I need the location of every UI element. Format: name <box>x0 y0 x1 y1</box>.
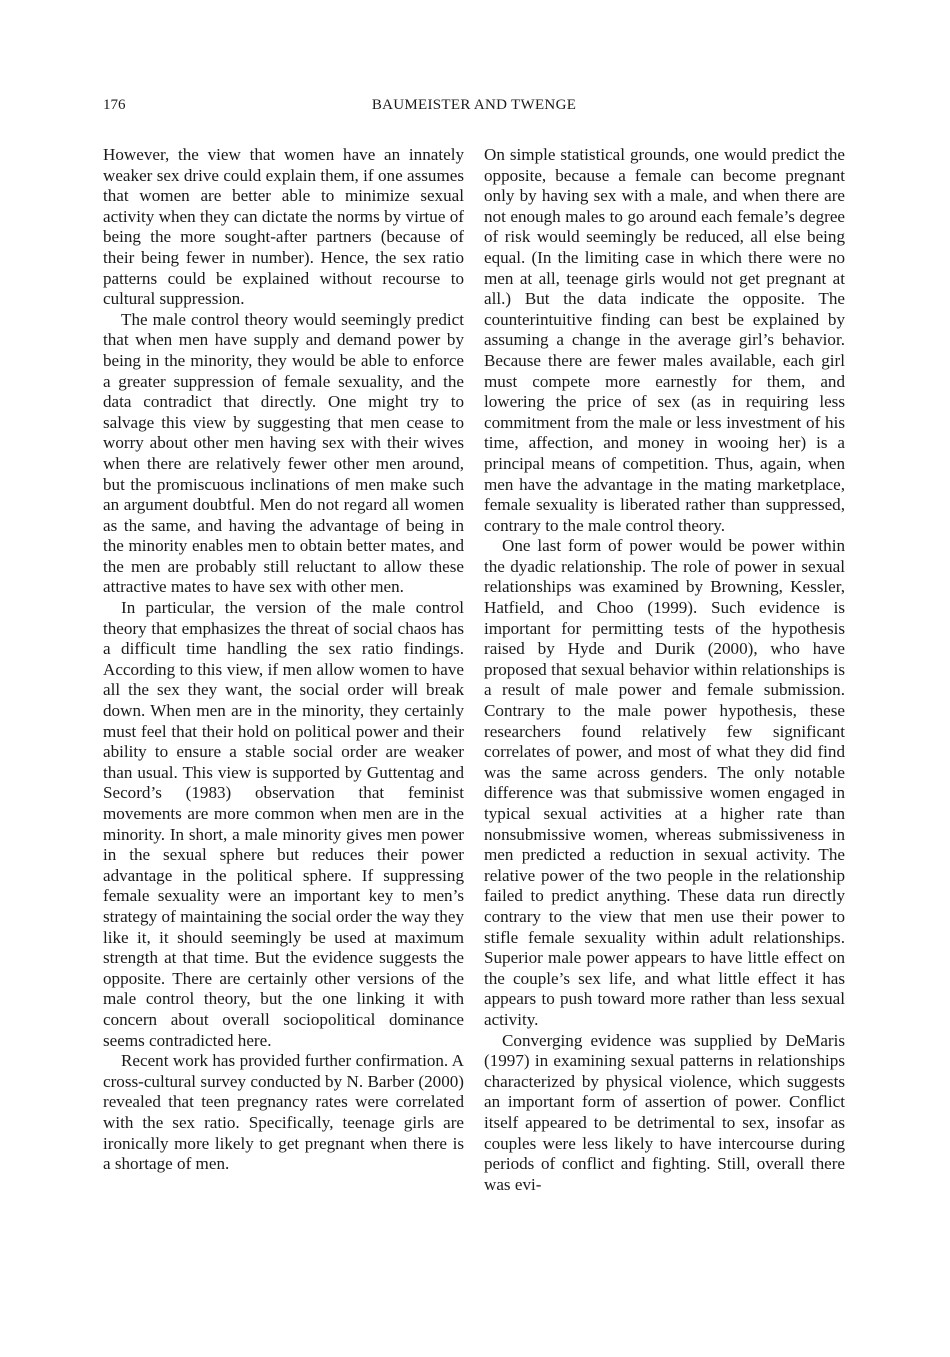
right-column <box>484 145 845 1195</box>
paragraph: However, the view that women have an innately weaker sex drive could explain them, if one assumes that women are better able to minimize sexual activity when they can dictate the norms by virtue of being the more sought-after partners (because of their being fewer in number). Hence, the sex ratio patterns could be explained without recourse to cultural suppression. <box>103 145 464 309</box>
paragraph: Converging evidence was supplied by DeMaris (1997) in examining sexual patterns in relationships characterized by physical violence, which suggests an important form of assertion of power. Conflict itself appeared to be detrimental to sex, insofar as couples were less likely to have intercourse during periods of conflict and fighting. Still, overall there was evi- <box>484 1030 845 1194</box>
left-column <box>103 145 464 1175</box>
page-number: 176 <box>103 97 126 113</box>
running-header <box>103 97 845 117</box>
paragraph: The male control theory would seemingly predict that when men have supply and demand power by being in the minority, they would be able to enforce a greater suppression of female sexuality, and the data contradict that directly. One might try to salvage this view by suggesting that men cease to worry about other men having sex with their wives when there are relatively fewer other men around, but the promiscuous inclinations of men make such an argument doubtful. Men do not regard all women as the same, and having the advantage of being in the minority enables men to obtain better mates, and the men are probably still reluctant to allow these attractive mates to have sex with other men. <box>103 309 464 597</box>
paragraph: On simple statistical grounds, one would predict the opposite, because a female can become pregnant only by having sex with a male, and when there are not enough males to go around each female’s degree of risk would seemingly be reduced, all else being equal. (In the limiting case in which there were no men at all, teenage girls would not get pregnant at all.) But the data indicate the opposite. The counterintuitive finding can best be explained by assuming a change in the average girl’s behavior. Because there are fewer males available, each girl must compete more earnestly for them, and lowering the price of sex (as in requiring less commitment from the male or less investment of his time, affection, and money in wooing her) is a principal means of competition. Thus, again, when men have the advantage in the mating marketplace, female sexuality is liberated rather than suppressed, contrary to the male control theory. <box>484 145 845 535</box>
paragraph: In particular, the version of the male control theory that emphasizes the threat of social chaos has a difficult time handling the sex ratio findings. According to this view, if men allow women to have all the sex they want, the social order will break down. When men are in the minority, they certainly must feel that their hold on political power and their ability to ensure a stable social order are weaker than usual. This view is supported by Guttentag and Secord’s (1983) observation that feminist movements are more common when men are in the minority. In short, a male minority gives men power in the sexual sphere but reduces their power advantage in the political sphere. If suppressing female sexuality were an important key to men’s strategy of maintaining the social order the way they like it, it should seemingly be used at maximum strength at that time. But the evidence suggests the opposite. There are certainly other versions of the male control theory, but the one linking it with concern about overall sociopolitical dominance seems contradicted here. <box>103 598 464 1050</box>
paragraph: Recent work has provided further confirmation. A cross-cultural survey conducted by N. Barber (2000) revealed that teen pregnancy rates were correlated with the sex ratio. Specifically, teenage girls are ironically more likely to get pregnant when there is a shortage of men. <box>103 1051 464 1174</box>
running-head-authors: BAUMEISTER AND TWENGE <box>371 97 577 113</box>
paragraph: One last form of power would be power within the dyadic relationship. The role of power in sexual relationships was examined by Browning, Kessler, Hatfield, and Choo (1999). Such evidence is important for permitting tests of the hypothesis raised by Hyde and Durik (2000), who have proposed that sexual behavior within relationships is a result of male power and female submission. Contrary to the male power hypothesis, these researchers found relatively few significant correlates of power, and most of what they did find was the same across genders. The only notable difference was that submissive women engaged in typical sexual activities at a higher rate than nonsubmissive women, whereas submissiveness in men predicted a reduction in sexual activity. The relative power of the two people in the relationship failed to predict anything. These data run directly contrary to the view that men use their power to stifle female sexuality within adult relationships. Superior male power appears to have little effect on the couple’s sex life, and what little effect it has appears to push toward more rather than less sexual activity. <box>484 536 845 1029</box>
